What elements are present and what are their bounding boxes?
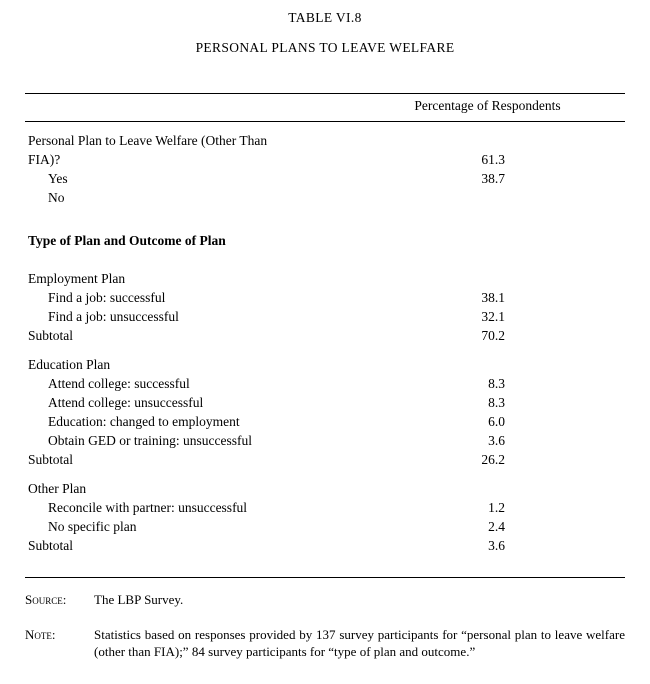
table-row (0, 288, 650, 307)
row-label: No specific plan (48, 519, 137, 534)
source-text: The LBP Survey. (94, 592, 184, 607)
row-spacer (0, 250, 650, 269)
row-value: 6.0 (488, 414, 505, 429)
table-row (0, 517, 650, 536)
row-label: Reconcile with partner: unsuccessful (48, 500, 248, 515)
row-value: 38.1 (481, 290, 505, 305)
row-value: 70.2 (481, 328, 505, 343)
table-title: PERSONAL PLANS TO LEAVE WELFARE (195, 40, 455, 55)
source-note (25, 591, 625, 608)
column-header-percentage: Percentage of Respondents (414, 98, 561, 113)
row-value: 3.6 (488, 538, 505, 553)
row-spacer (0, 469, 650, 479)
row-label: Attend college: unsuccessful (48, 395, 204, 410)
row-value: 8.3 (488, 376, 505, 391)
row-label: Obtain GED or training: unsuccessful (48, 433, 252, 448)
table-row (0, 393, 650, 412)
rule-top (25, 93, 625, 94)
row-spacer (0, 207, 650, 231)
row-label: Subtotal (28, 538, 74, 553)
table-row (0, 307, 650, 326)
row-value: 3.6 (488, 433, 505, 448)
table-row (0, 431, 650, 450)
table-row (0, 536, 650, 555)
rule-header (25, 121, 625, 122)
row-label: FIA)? (28, 152, 61, 167)
table-row (0, 188, 650, 207)
row-spacer (0, 345, 650, 355)
row-label: Education Plan (28, 357, 111, 372)
general-note (25, 626, 625, 660)
table-row (0, 412, 650, 431)
table-section-heading (0, 231, 650, 250)
table-row (0, 169, 650, 188)
row-label: Education: changed to employment (48, 414, 240, 429)
row-label: Subtotal (28, 328, 74, 343)
row-label: Yes (48, 171, 68, 186)
row-label: Other Plan (28, 481, 87, 496)
row-label: Personal Plan to Leave Welfare (Other Than (28, 133, 268, 148)
table-row (0, 498, 650, 517)
table-row (0, 355, 650, 374)
table-row (0, 374, 650, 393)
row-label: Find a job: unsuccessful (48, 309, 179, 324)
table-number: TABLE VI.8 (288, 10, 362, 25)
table-row (0, 131, 650, 150)
row-label: Attend college: successful (48, 376, 190, 391)
row-value: 1.2 (488, 500, 505, 515)
note-text: Statistics based on responses provided by 137 survey participants for “personal plan to leave welfare (other than FIA);” 84 survey participants for “type of plan and outcome.” (94, 627, 625, 659)
row-value: 61.3 (481, 152, 505, 167)
note-label: Note: (25, 627, 56, 642)
table-row (0, 450, 650, 469)
row-value: 26.2 (481, 452, 505, 467)
row-value: 38.7 (481, 171, 505, 186)
row-label: Subtotal (28, 452, 74, 467)
row-label: Employment Plan (28, 271, 126, 286)
row-value: 8.3 (488, 395, 505, 410)
table-body (0, 131, 650, 555)
row-label: Find a job: successful (48, 290, 166, 305)
table-row (0, 269, 650, 288)
table-row (0, 479, 650, 498)
source-label: Source: (25, 592, 67, 607)
table-row (0, 326, 650, 345)
table-row (0, 150, 650, 169)
row-value: 32.1 (481, 309, 505, 324)
rule-bottom (25, 577, 625, 578)
row-label: No (48, 190, 65, 205)
row-value: 2.4 (488, 519, 505, 534)
row-label: Type of Plan and Outcome of Plan (28, 233, 226, 248)
